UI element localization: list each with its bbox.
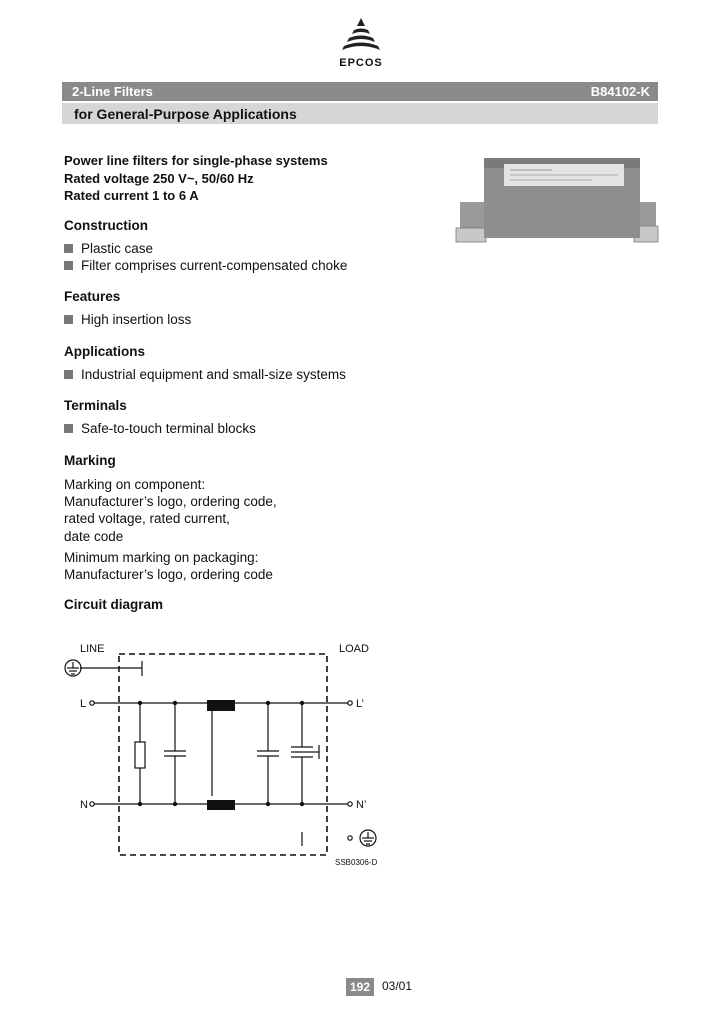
bullet-square-icon bbox=[64, 261, 73, 270]
list-item: Safe-to-touch terminal blocks bbox=[64, 421, 256, 436]
label-l-in: L bbox=[80, 698, 87, 710]
part-number: B84102-K bbox=[590, 84, 650, 99]
heading-circuit: Circuit diagram bbox=[64, 597, 164, 612]
circuit-diagram bbox=[56, 636, 396, 872]
label-n-out: N’ bbox=[356, 799, 367, 811]
title-bar bbox=[62, 82, 658, 101]
label-line: LINE bbox=[80, 643, 105, 655]
marking-packaging: Minimum marking on packaging: Manufacturer’s logo, ordering code bbox=[64, 550, 273, 583]
intro-block bbox=[64, 152, 328, 205]
page-date: 03/01 bbox=[382, 979, 413, 993]
product-photo bbox=[442, 150, 662, 250]
page-subtitle: for General-Purpose Applications bbox=[74, 106, 297, 122]
heading-marking: Marking bbox=[64, 453, 116, 468]
intro-line: Rated voltage 250 V~, 50/60 Hz bbox=[64, 170, 254, 186]
label-load: LOAD bbox=[339, 643, 369, 655]
heading-terminals: Terminals bbox=[64, 398, 127, 413]
heading-features: Features bbox=[64, 289, 121, 304]
list-item: Plastic case bbox=[64, 241, 153, 256]
bullet-square-icon bbox=[64, 244, 73, 253]
marking-component: Marking on component: Manufacturer’s logo, ordering code, rated voltage, rated current, date code bbox=[64, 477, 277, 544]
list-item: Filter comprises current-compensated choke bbox=[64, 258, 347, 273]
bullet-square-icon bbox=[64, 370, 73, 379]
list-item: Industrial equipment and small-size systems bbox=[64, 367, 346, 382]
heading-applications: Applications bbox=[64, 344, 146, 359]
bullet-square-icon bbox=[64, 424, 73, 433]
intro-line: Rated current 1 to 6 A bbox=[64, 188, 199, 203]
heading-construction: Construction bbox=[64, 218, 148, 233]
subtitle-bar bbox=[62, 103, 658, 124]
label-n-in: N bbox=[80, 799, 88, 811]
label-l-out: L’ bbox=[356, 698, 364, 710]
page-title: 2-Line Filters bbox=[72, 84, 153, 99]
drawing-code: SSB0306-D bbox=[335, 858, 378, 867]
logo-text: EPCOS bbox=[339, 57, 383, 69]
bullet-square-icon bbox=[64, 315, 73, 324]
page-number: 192 bbox=[346, 978, 374, 996]
intro-line: Power line filters for single-phase systems bbox=[64, 153, 328, 168]
list-item: High insertion loss bbox=[64, 312, 191, 327]
